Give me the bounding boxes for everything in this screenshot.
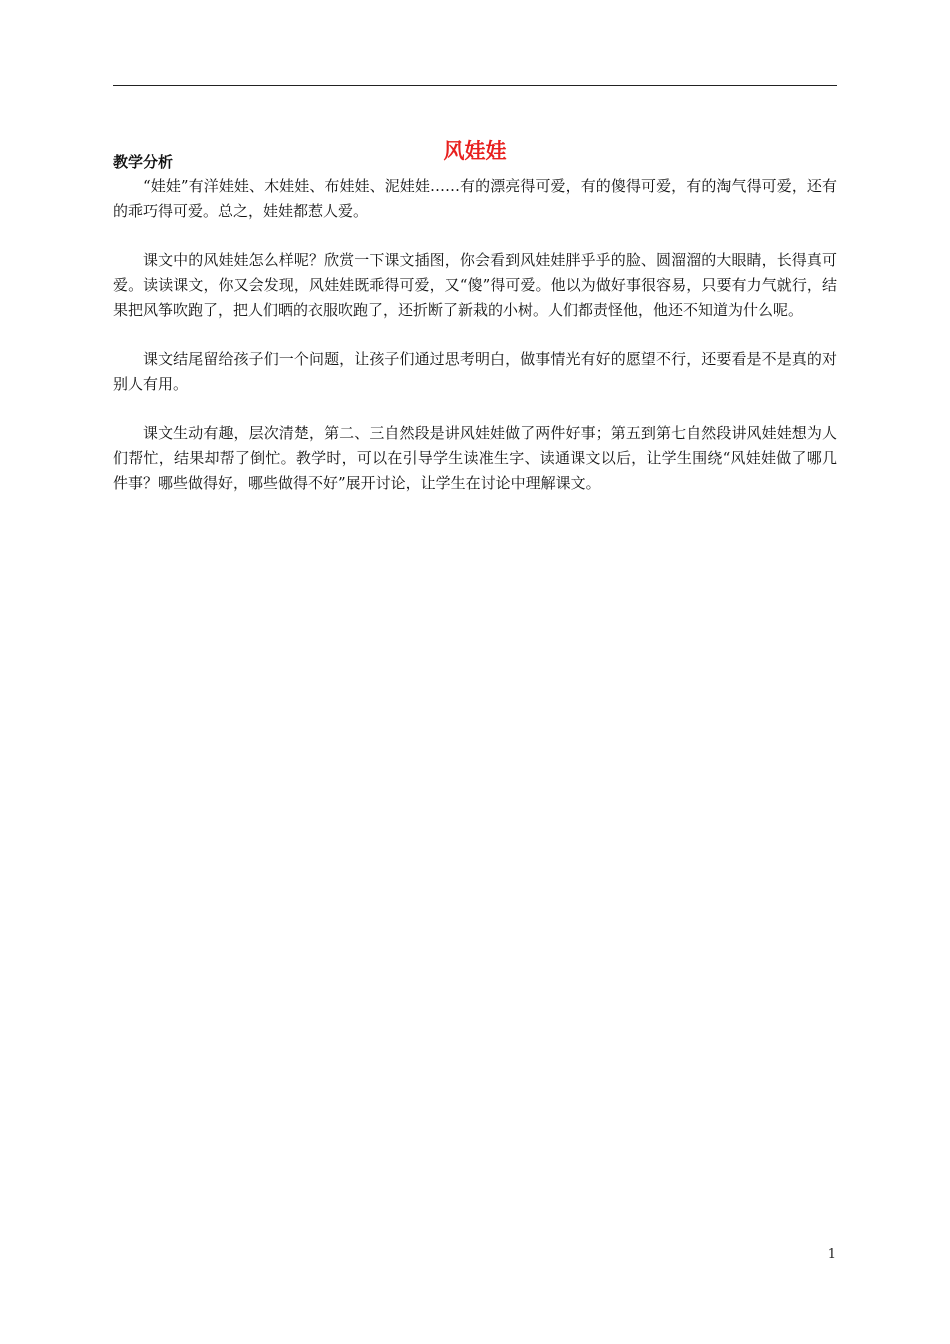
- paragraph-4: 课文生动有趣，层次清楚，第二、三自然段是讲风娃娃做了两件好事；第五到第七自然段讲风娃娃想为人们帮忙，结果却帮了倒忙。教学时，可以在引导学生读准生字、读通课文以后，让学生围绕“风娃娃做了哪几件事？哪些做得好，哪些做得不好”展开讨论，让学生在讨论中理解课文。: [113, 424, 837, 492]
- page-number: 1: [827, 1247, 836, 1262]
- paragraph-1: “娃娃”有洋娃娃、木娃娃、布娃娃、泥娃娃……有的漂亮得可爱，有的傻得可爱，有的淘气得可爱，还有的乖巧得可爱。总之，娃娃都惹人爱。: [113, 177, 837, 220]
- section-heading: 教学分析: [113, 153, 174, 171]
- paragraph-3: 课文结尾留给孩子们一个问题，让孩子们通过思考明白，做事情光有好的愿望不行，还要看是不是真的对别人有用。: [113, 350, 837, 393]
- document-body: [113, 174, 837, 520]
- header-rule: [113, 85, 837, 86]
- page-title: 风娃娃: [443, 139, 507, 164]
- paragraph-2: 课文中的风娃娃怎么样呢？欣赏一下课文插图，你会看到风娃娃胖乎乎的脸、圆溜溜的大眼睛，长得真可爱。读读课文，你又会发现，风娃娃既乖得可爱，又“傻”得可爱。他以为做好事很容易，只要有力气就行，结果把风筝吹跑了，把人们晒的衣服吹跑了，还折断了新栽的小树。人们都责怪他，他还不知道为什么呢。: [113, 251, 837, 319]
